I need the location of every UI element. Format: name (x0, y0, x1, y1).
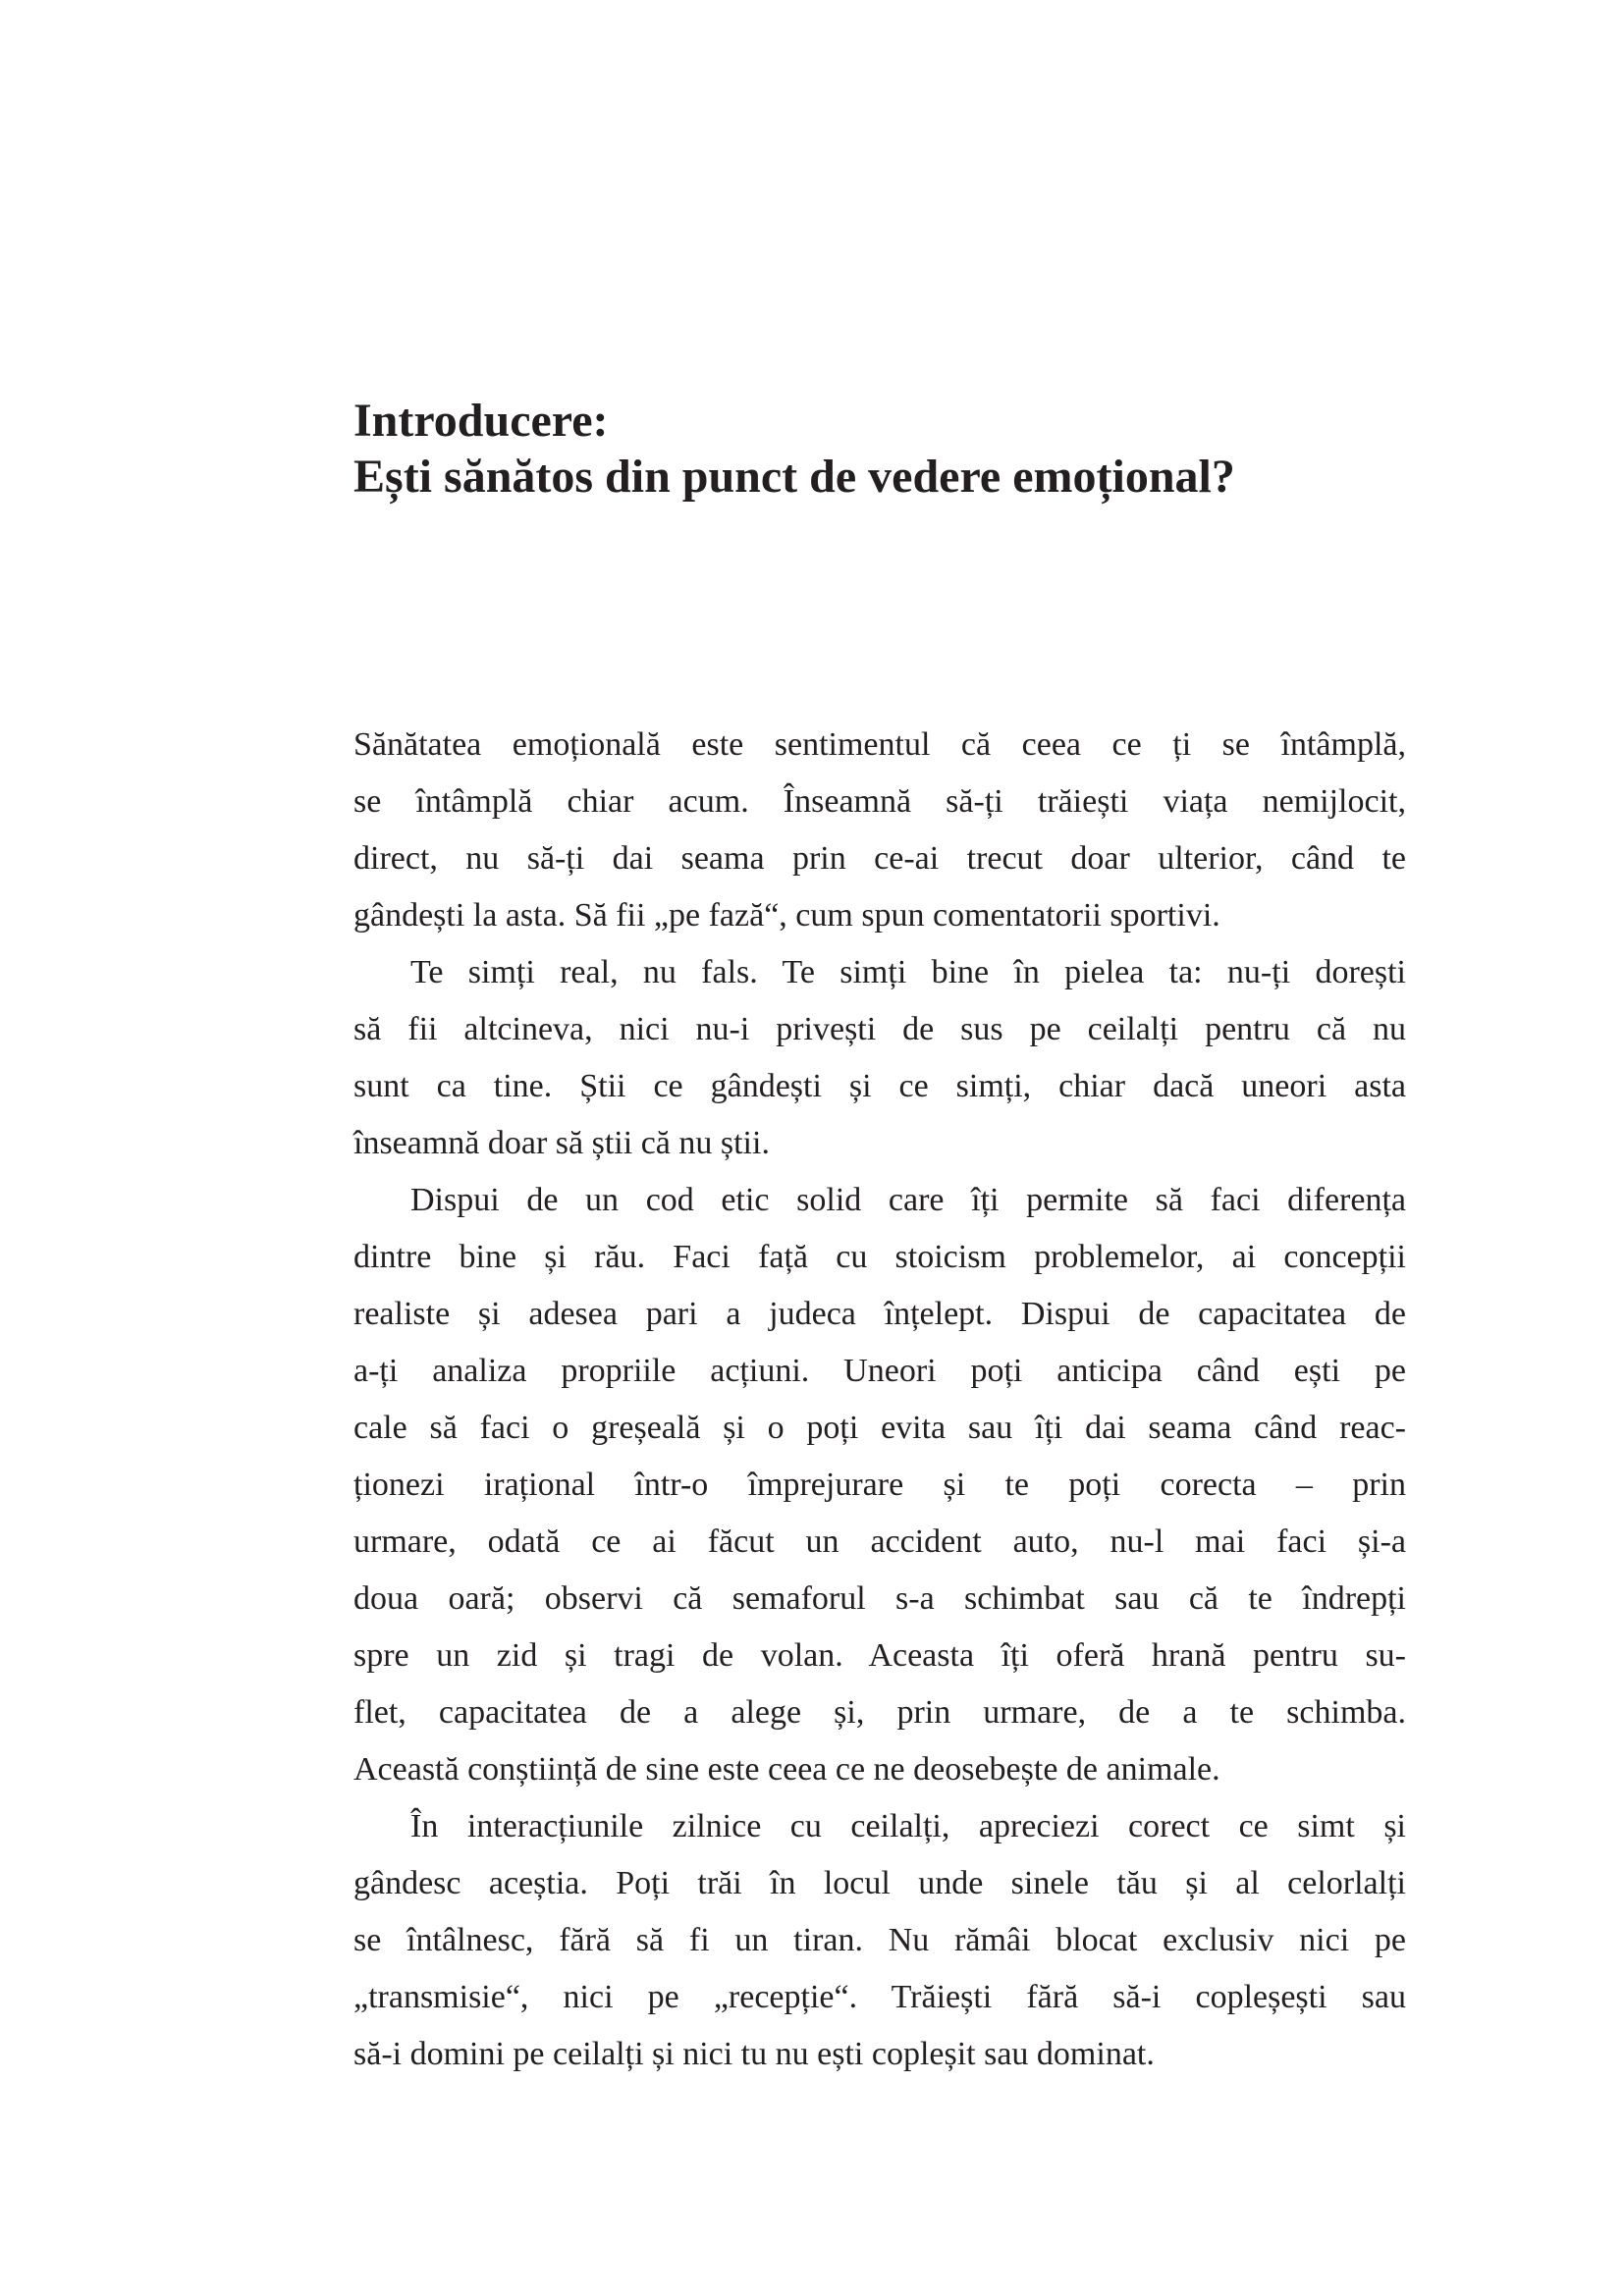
text-line: dintre bine și rău. Faci față cu stoicism problemelor, ai concepții (353, 1239, 1406, 1275)
text-line: se întâmplă chiar acum. Înseamnă să-ți trăiești viața nemijlocit, (353, 783, 1406, 820)
paragraph (353, 1172, 1406, 1798)
text-line: direct, nu să-ți dai seama prin ce-ai trecut doar ulterior, când te (353, 840, 1406, 877)
body-text (353, 717, 1406, 2083)
text-line: Această conștiință de sine este ceea ce ne deosebește de animale. (353, 1751, 1220, 1788)
text-line: urmare, odată ce ai făcut un accident auto, nu-l mai faci și-a (353, 1523, 1406, 1560)
text-line: să fii altcineva, nici nu-i privești de sus pe ceilalți pentru că nu (353, 1011, 1406, 1047)
paragraph (353, 717, 1406, 944)
text-line: În interacțiunile zilnice cu ceilalți, apreciezi corect ce simt și (410, 1808, 1406, 1844)
chapter-title-line-1: Introducere: (353, 395, 609, 447)
text-line: sunt ca tine. Știi ce gândești și ce simți, chiar dacă uneori asta (353, 1068, 1406, 1104)
text-line: Sănătatea emoțională este sentimentul că ceea ce ți se întâmplă, (353, 726, 1406, 763)
text-line: se întâlnesc, fără să fi un tiran. Nu rămâi blocat exclusiv nici pe (353, 1922, 1406, 1958)
text-line: gândesc aceștia. Poți trăi în locul unde sinele tău și al celorlalți (353, 1865, 1406, 1901)
text-line: spre un zid și tragi de volan. Aceasta îți oferă hrană pentru su- (353, 1637, 1406, 1674)
paragraph (353, 1798, 1406, 2083)
chapter-title (353, 393, 1235, 505)
text-line: realiste și adesea pari a judeca înțelept. Dispui de capacitatea de (353, 1296, 1406, 1332)
text-line: doua oară; observi că semaforul s-a schimbat sau că te îndrepți (353, 1580, 1406, 1617)
text-line: a-ți analiza propriile acțiuni. Uneori poți anticipa când ești pe (353, 1353, 1406, 1389)
text-line: cale să faci o greșeală și o poți evita sau îți dai seama când reac- (353, 1410, 1406, 1446)
text-line: gândești la asta. Să fii „pe fază“, cum spun comentatorii sportivi. (353, 897, 1220, 934)
text-line: flet, capacitatea de a alege și, prin urmare, de a te schimba. (353, 1694, 1406, 1731)
paragraph (353, 944, 1406, 1172)
chapter-title-line-2: Ești sănătos din punct de vedere emoțional? (353, 451, 1235, 503)
text-line: „transmisie“, nici pe „recepție“. Trăiești fără să-i copleșești sau (353, 1979, 1406, 2015)
text-line: să-i domini pe ceilalți și nici tu nu ești copleșit sau dominat. (353, 2036, 1155, 2072)
text-line: Dispui de un cod etic solid care îți permite să faci diferența (410, 1182, 1406, 1218)
text-line: Te simți real, nu fals. Te simți bine în pielea ta: nu-ți dorești (410, 954, 1406, 990)
text-line: înseamnă doar să știi că nu știi. (353, 1125, 770, 1161)
text-line: ționezi irațional într-o împrejurare și te poți corecta – prin (353, 1467, 1406, 1503)
